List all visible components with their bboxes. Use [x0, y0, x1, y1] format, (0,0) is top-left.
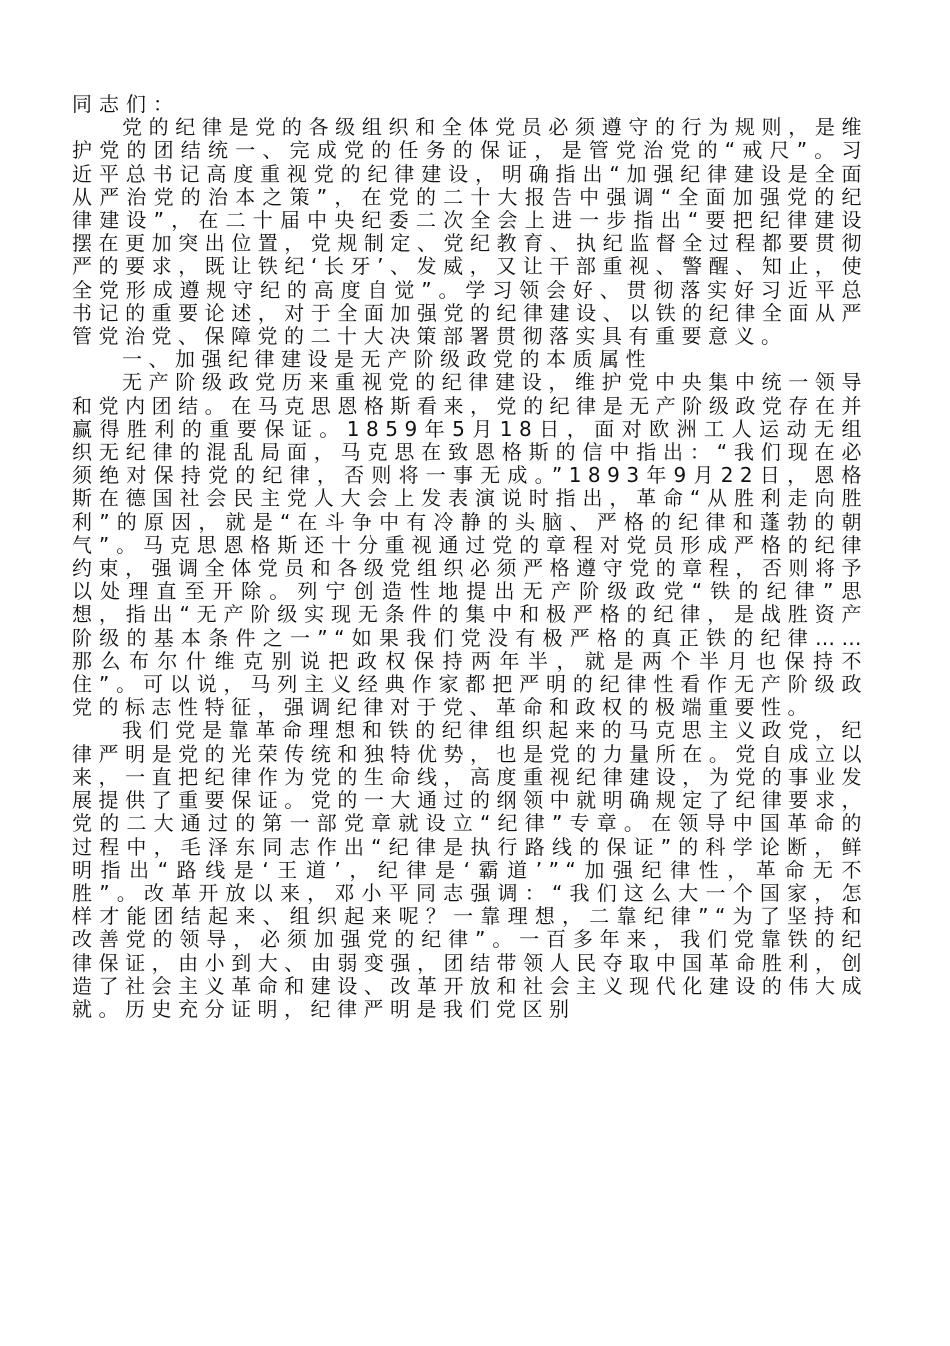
intro-paragraph: 党的纪律是党的各级组织和全体党员必须遵守的行为规则，是维护党的团结统一、完成党的任务的保证，是管党治党的“戒尺”。习近平总书记高度重视党的纪律建设，明确指出“加强纪律建设是全面从严治党的治本之策”，在党的二十大报告中强调“全面加强党的纪律建设”，在二十届中央纪委二次全会上进一步指出“要把纪律建设摆在更加突出位置，党规制定、党纪教育、执纪监督全过程都要贯彻严的要求，既让铁纪‘长牙’、发威，又让干部重视、警醒、知止，使全党形成遵规守纪的高度自觉”。学习领会好、贯彻落实好习近平总书记的重要论述，对于全面加强党的纪律建设、以铁的纪律全面从严管党治党、保障党的二十大决策部署贯彻落实具有重要意义。: [72, 115, 868, 349]
body-paragraph-2: 我们党是靠革命理想和铁的纪律组织起来的马克思主义政党，纪律严明是党的光荣传统和独特优势，也是党的力量所在。党自成立以来，一直把纪律作为党的生命线，高度重视纪律建设，为党的事业发展提供了重要保证。党的一大通过的纲领中就明确规定了纪律要求，党的二大通过的第一部党章就设立“纪律”专章。在领导中国革命的过程中，毛泽东同志作出“纪律是执行路线的保证”的科学论断，鲜明指出“路线是‘王道’，纪律是‘霸道’”“加强纪律性，革命无不胜”。改革开放以来，邓小平同志强调：“我们这么大一个国家，怎样才能团结起来、组织起来呢？一靠理想，二靠纪律”“为了坚持和改善党的领导，必须加强党的纪律”。一百多年来，我们党靠铁的纪律保证，由小到大、由弱变强，团结带领人民夺取中国革命胜利，创造了社会主义革命和建设、改革开放和社会主义现代化建设的伟大成就。历史充分证明，纪律严明是我们党区别: [72, 718, 868, 1021]
greeting: 同志们：: [72, 92, 180, 116]
section-heading: 一、加强纪律建设是无产阶级政党的本质属性: [122, 347, 652, 372]
body-paragraph-1: 无产阶级政党历来重视党的纪律建设，维护党中央集中统一领导和党内团结。在马克思恩格斯看来，党的纪律是无产阶级政党存在并赢得胜利的重要保证。1859年5月18日，面对欧洲工人运动无组织无纪律的混乱局面，马克思在致恩格斯的信中指出：“我们现在必须绝对保持党的纪律，否则将一事无成。”1893年9月22日，恩格斯在德国社会民主党人大会上发表演说时指出，革命“从胜利走向胜利”的原因，就是“在斗争中有冷静的头脑、严格的纪律和蓬勃的朝气”。马克思恩格斯还十分重视通过党的章程对党员形成严格的纪律约束，强调全体党员和各级党组织必须严格遵守党的章程，否则将予以处理直至开除。列宁创造性地提出无产阶级政党“铁的纪律”思想，指出“无产阶级实现无条件的集中和极严格的纪律，是战胜资产阶级的基本条件之一”“如果我们党没有极严格的真正铁的纪律……那么布尔什维克别说把政权保持两年半，就是两个半月也保持不住”。可以说，马列主义经典作家都把严明的纪律性看作无产阶级政党的标志性特征，强调纪律对于党、革命和政权的极端重要性。: [72, 370, 868, 720]
document-page: [72, 93, 868, 1021]
